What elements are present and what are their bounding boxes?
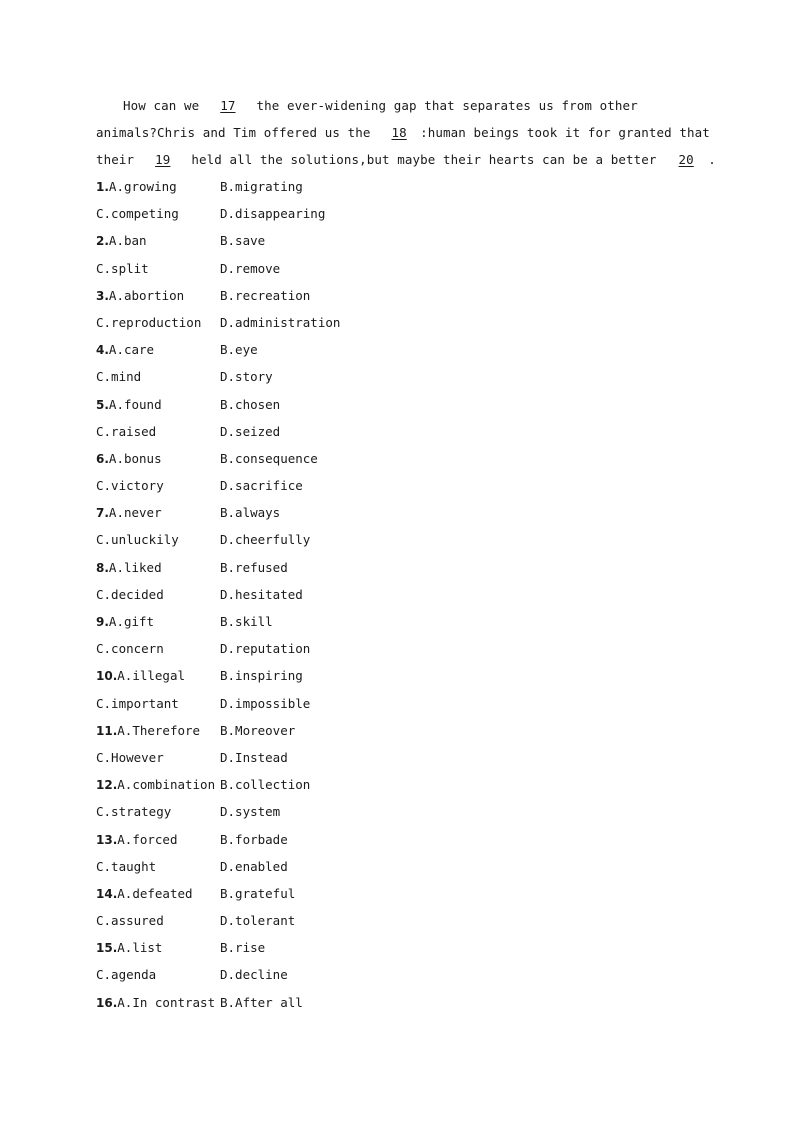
question-row-cd bbox=[96, 309, 676, 336]
option-b[interactable]: B.collection bbox=[220, 777, 311, 793]
option-d[interactable]: D.Instead bbox=[220, 749, 288, 765]
option-a-text: A.liked bbox=[108, 559, 162, 575]
question-options bbox=[96, 173, 676, 1016]
option-a[interactable] bbox=[96, 826, 177, 854]
question-number: 7. bbox=[96, 506, 109, 521]
question-number: 11. bbox=[96, 723, 118, 738]
question-row-cd bbox=[96, 363, 676, 390]
question-row-cd bbox=[96, 418, 676, 445]
question-number: 3. bbox=[96, 288, 109, 303]
option-a-text: A.never bbox=[108, 505, 162, 521]
option-b[interactable]: B.inspiring bbox=[220, 668, 303, 684]
question-number: 15. bbox=[96, 941, 118, 956]
option-c[interactable]: C.competing bbox=[96, 206, 179, 222]
option-a[interactable] bbox=[96, 173, 177, 201]
option-a-text: A.ban bbox=[108, 233, 147, 249]
question-row-ab bbox=[96, 771, 676, 798]
option-a[interactable] bbox=[96, 499, 162, 527]
option-d[interactable]: D.reputation bbox=[220, 641, 311, 657]
question-row-cd bbox=[96, 690, 676, 717]
passage-text: held all the solutions,but maybe their hearts can be a better bbox=[183, 152, 665, 167]
question-row-cd bbox=[96, 200, 676, 227]
option-b[interactable]: B.consequence bbox=[220, 450, 318, 466]
passage-line bbox=[96, 92, 676, 119]
option-a-text: A.gift bbox=[108, 614, 155, 629]
option-c[interactable]: C.taught bbox=[96, 858, 157, 874]
question-row-cd bbox=[96, 853, 676, 880]
option-d[interactable]: D.cheerfully bbox=[220, 532, 311, 548]
question-number: 8. bbox=[96, 560, 109, 575]
option-b[interactable]: B.always bbox=[220, 505, 281, 521]
option-b[interactable]: B.chosen bbox=[220, 396, 281, 412]
option-a[interactable] bbox=[96, 336, 154, 364]
option-a-text: A.combination bbox=[117, 777, 216, 793]
option-a-text: A.In contrast bbox=[117, 994, 216, 1010]
option-a[interactable] bbox=[96, 282, 184, 310]
option-b[interactable]: B.refused bbox=[220, 559, 288, 575]
passage-text: . bbox=[708, 152, 716, 167]
option-c[interactable]: C.raised bbox=[96, 423, 157, 439]
blank-20: 20 bbox=[678, 152, 694, 167]
question-row-cd bbox=[96, 744, 676, 771]
option-c[interactable]: C.concern bbox=[96, 641, 164, 657]
question-row-cd bbox=[96, 581, 676, 608]
option-c[interactable]: C.split bbox=[96, 260, 149, 276]
option-a-text: A.care bbox=[108, 342, 155, 358]
option-d[interactable]: D.remove bbox=[220, 260, 281, 276]
option-c[interactable]: C.mind bbox=[96, 369, 142, 385]
option-a-text: A.abortion bbox=[108, 287, 185, 303]
question-row-ab bbox=[96, 499, 676, 526]
option-a[interactable] bbox=[96, 880, 193, 908]
question-number: 4. bbox=[96, 343, 109, 358]
question-row-cd bbox=[96, 255, 676, 282]
option-d[interactable]: D.sacrifice bbox=[220, 478, 303, 494]
option-c[interactable]: C.strategy bbox=[96, 804, 172, 820]
passage-line bbox=[96, 119, 710, 146]
option-d[interactable]: D.story bbox=[220, 369, 273, 385]
question-row-ab bbox=[96, 282, 676, 309]
option-d[interactable]: D.enabled bbox=[220, 858, 288, 874]
option-b[interactable]: B.grateful bbox=[220, 885, 296, 901]
question-row-cd bbox=[96, 526, 676, 553]
option-c[interactable]: C.decided bbox=[96, 586, 164, 602]
option-d[interactable]: D.administration bbox=[220, 314, 341, 330]
option-d[interactable]: D.tolerant bbox=[220, 913, 296, 929]
question-number: 1. bbox=[96, 180, 109, 194]
option-c[interactable]: C.reproduction bbox=[96, 314, 202, 330]
option-a[interactable] bbox=[96, 554, 162, 582]
question-row-ab bbox=[96, 989, 676, 1016]
question-row-ab bbox=[96, 391, 676, 418]
option-b[interactable]: B.eye bbox=[220, 342, 258, 358]
option-a-text: A.list bbox=[117, 940, 163, 956]
question-row-ab bbox=[96, 662, 676, 689]
question-row-cd bbox=[96, 961, 676, 988]
passage-text: How can we bbox=[123, 98, 207, 113]
passage-line bbox=[96, 146, 716, 173]
question-row-ab bbox=[96, 173, 676, 200]
option-d[interactable]: D.seized bbox=[220, 423, 281, 439]
option-c[interactable]: C.However bbox=[96, 749, 164, 765]
question-number: 2. bbox=[96, 234, 109, 249]
question-row-ab bbox=[96, 554, 676, 581]
question-row-ab bbox=[96, 445, 676, 472]
option-a[interactable] bbox=[96, 934, 162, 962]
question-number: 13. bbox=[96, 832, 118, 847]
option-a[interactable] bbox=[96, 608, 154, 636]
option-d[interactable]: D.hesitated bbox=[220, 586, 303, 602]
option-d[interactable]: D.disappearing bbox=[220, 206, 326, 222]
question-number: 9. bbox=[96, 615, 109, 629]
question-row-cd bbox=[96, 635, 676, 662]
option-b[interactable]: B.forbade bbox=[220, 831, 288, 847]
question-row-ab bbox=[96, 826, 676, 853]
option-b[interactable]: B.migrating bbox=[220, 179, 303, 194]
option-a[interactable] bbox=[96, 227, 147, 255]
question-number: 14. bbox=[96, 886, 118, 901]
passage-text: animals?Chris and Tim offered us the bbox=[96, 125, 379, 140]
option-a-text: A.Therefore bbox=[117, 722, 201, 738]
option-a[interactable] bbox=[96, 771, 215, 799]
option-a-text: A.found bbox=[108, 396, 162, 412]
option-a-text: A.illegal bbox=[117, 668, 185, 684]
option-b[interactable]: B.recreation bbox=[220, 287, 311, 303]
worksheet-page bbox=[96, 92, 716, 1016]
option-b[interactable]: B.rise bbox=[220, 940, 266, 956]
option-b[interactable]: B.save bbox=[220, 233, 266, 249]
option-b[interactable]: B.skill bbox=[220, 614, 273, 629]
option-d[interactable]: D.impossible bbox=[220, 695, 311, 711]
passage-text: :human beings took it for granted that bbox=[420, 125, 710, 140]
passage-text: the ever-widening gap that separates us from other bbox=[248, 98, 638, 113]
question-row-cd bbox=[96, 907, 676, 934]
question-row-ab bbox=[96, 608, 676, 635]
blank-19: 19 bbox=[155, 152, 171, 167]
option-a-text: A.defeated bbox=[117, 885, 193, 901]
option-b[interactable]: B.After all bbox=[220, 994, 303, 1010]
question-row-ab bbox=[96, 227, 676, 254]
option-a[interactable] bbox=[96, 391, 162, 419]
option-a[interactable] bbox=[96, 717, 200, 745]
question-row-cd bbox=[96, 798, 676, 825]
option-a[interactable] bbox=[96, 445, 162, 473]
option-c[interactable]: C.agenda bbox=[96, 967, 157, 983]
question-number: 12. bbox=[96, 778, 118, 793]
question-number: 16. bbox=[96, 995, 118, 1010]
question-number: 6. bbox=[96, 451, 109, 466]
option-c[interactable]: C.important bbox=[96, 695, 179, 711]
option-b[interactable]: B.Moreover bbox=[220, 722, 296, 738]
cloze-passage bbox=[96, 92, 716, 173]
option-a-text: A.bonus bbox=[108, 450, 162, 466]
question-number: 10. bbox=[96, 669, 118, 684]
option-d[interactable]: D.system bbox=[220, 804, 281, 820]
option-d[interactable]: D.decline bbox=[220, 967, 288, 983]
option-a-text: A.growing bbox=[108, 179, 177, 194]
blank-17: 17 bbox=[220, 98, 236, 113]
question-row-ab bbox=[96, 336, 676, 363]
option-c[interactable]: C.unluckily bbox=[96, 532, 179, 548]
question-row-cd bbox=[96, 472, 676, 499]
option-a[interactable] bbox=[96, 662, 185, 690]
question-row-ab bbox=[96, 880, 676, 907]
option-c[interactable]: C.assured bbox=[96, 913, 164, 929]
blank-18: 18 bbox=[391, 125, 407, 140]
option-c[interactable]: C.victory bbox=[96, 478, 164, 494]
question-row-ab bbox=[96, 717, 676, 744]
option-a-text: A.forced bbox=[117, 831, 178, 847]
question-row-ab bbox=[96, 934, 676, 961]
option-a[interactable] bbox=[96, 989, 215, 1017]
question-number: 5. bbox=[96, 397, 109, 412]
passage-text: their bbox=[96, 152, 142, 167]
